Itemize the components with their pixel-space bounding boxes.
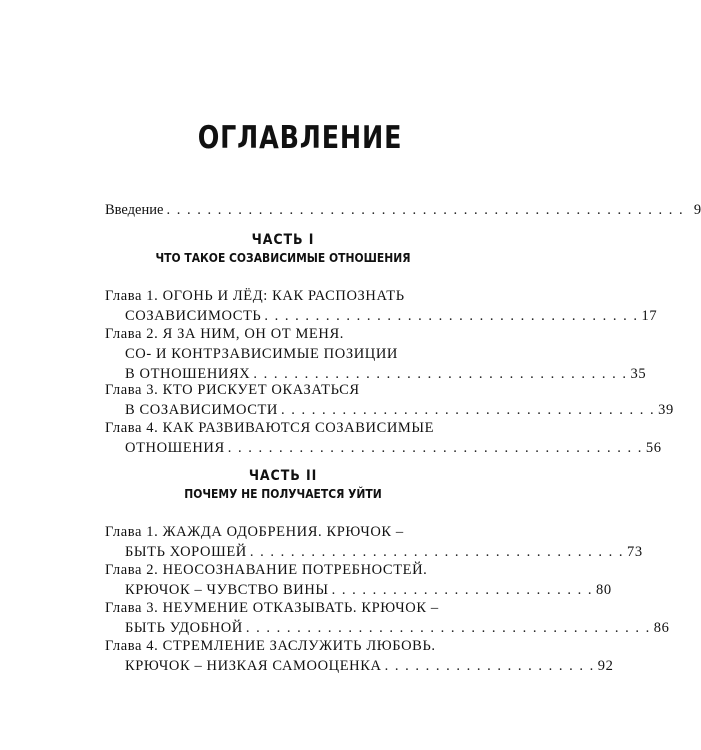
chapter-line: КРЮЧОК – ЧУВСТВО ВИНЫ [125, 582, 329, 598]
chapter-line: Глава 2. Я ЗА НИМ, ОН ОТ МЕНЯ. [105, 326, 344, 342]
chapter-last-line [105, 618, 670, 638]
toc-entry[interactable] [105, 418, 662, 458]
chapter-line: Глава 4. КАК РАЗВИВАЮТСЯ СОЗАВИСИМЫЕ [105, 420, 435, 436]
toc-intro[interactable] [105, 200, 701, 220]
part-title: ПОЧЕМУ НЕ ПОЛУЧАЕТСЯ УЙТИ [184, 486, 382, 501]
toc-entry[interactable] [105, 560, 612, 600]
chapter-line: Глава 1. ЖАЖДА ОДОБРЕНИЯ. КРЮЧОК – [105, 524, 404, 540]
chapter-line: В СОЗАВИСИМОСТИ [125, 402, 279, 418]
page-number: 92 [597, 658, 614, 674]
chapter-line: СОЗАВИСИМОСТЬ [125, 308, 262, 324]
dot-leader: . . . . . . . . . . . . . . . . . . . . . . . . . . [331, 582, 594, 598]
page-number: 86 [653, 620, 670, 636]
page-title: ОГЛАВЛЕНИЕ [197, 120, 403, 156]
dot-leader: . . . . . . . . . . . . . . . . . . . . . . . . . . . . . . . . . . . . . [264, 308, 639, 324]
chapter-last-line [105, 400, 674, 420]
dot-leader: . . . . . . . . . . . . . . . . . . . . . [384, 658, 595, 674]
dot-leader: . . . . . . . . . . . . . . . . . . . . . . . . . . . . . . . . . . . . . [253, 366, 628, 382]
part-heading [105, 468, 461, 501]
page-number: 9 [693, 202, 701, 218]
part-heading [105, 232, 461, 265]
toc-entry[interactable] [105, 324, 647, 384]
page-number: 56 [645, 440, 662, 456]
chapter-last-line [105, 580, 612, 600]
chapter-last-line [105, 656, 614, 676]
dot-leader: . . . . . . . . . . . . . . . . . . . . . . . . . . . . . . . . . . . . . [281, 402, 656, 418]
toc-entry[interactable] [105, 598, 670, 638]
dot-leader: . . . . . . . . . . . . . . . . . . . . . . . . . . . . . . . . . . . . . . . . . . . . . . . . . . . [166, 202, 685, 218]
toc-intro-label: Введение [105, 202, 164, 218]
toc-entry[interactable] [105, 286, 658, 326]
chapter-line: Глава 3. НЕУМЕНИЕ ОТКАЗЫВАТЬ. КРЮЧОК – [105, 600, 439, 616]
page-number: 80 [596, 582, 612, 598]
part-number: ЧАСТЬ I [251, 232, 315, 248]
chapter-line: В ОТНОШЕНИЯХ [125, 366, 251, 382]
chapter-line: ОТНОШЕНИЯ [125, 440, 225, 456]
chapter-line: БЫТЬ УДОБНОЙ [125, 620, 243, 636]
toc-entry[interactable] [105, 380, 674, 420]
toc-intro-line [105, 200, 701, 220]
chapter-line: СО- И КОНТРЗАВИСИМЫЕ ПОЗИЦИИ [125, 346, 398, 362]
chapter-line: Глава 4. СТРЕМЛЕНИЕ ЗАСЛУЖИТЬ ЛЮБОВЬ. [105, 638, 436, 654]
chapter-line: Глава 2. НЕОСОЗНАВАНИЕ ПОТРЕБНОСТЕЙ. [105, 562, 428, 578]
page-number: 73 [626, 544, 643, 560]
chapter-line: Глава 1. ОГОНЬ И ЛЁД: КАК РАСПОЗНАТЬ [105, 288, 405, 304]
toc-entry[interactable] [105, 522, 643, 562]
chapter-last-line [105, 438, 662, 458]
part-title: ЧТО ТАКОЕ СОЗАВИСИМЫЕ ОТНОШЕНИЯ [155, 250, 411, 265]
toc-entry[interactable] [105, 636, 614, 676]
dot-leader: . . . . . . . . . . . . . . . . . . . . . . . . . . . . . . . . . . . . . . . . [245, 620, 651, 636]
chapter-line: КРЮЧОК – НИЗКАЯ САМООЦЕНКА [125, 658, 382, 674]
dot-leader: . . . . . . . . . . . . . . . . . . . . . . . . . . . . . . . . . . . . . . . . . [227, 440, 643, 456]
chapter-line: БЫТЬ ХОРОШЕЙ [125, 544, 247, 560]
page-number: 35 [630, 366, 647, 382]
part-number: ЧАСТЬ II [248, 468, 318, 484]
chapter-line: Глава 3. КТО РИСКУЕТ ОКАЗАТЬСЯ [105, 382, 360, 398]
page-number: 39 [658, 402, 674, 418]
page-number: 17 [641, 308, 658, 324]
chapter-last-line [105, 542, 643, 562]
dot-leader: . . . . . . . . . . . . . . . . . . . . . . . . . . . . . . . . . . . . . [249, 544, 624, 560]
chapter-last-line [105, 306, 658, 326]
